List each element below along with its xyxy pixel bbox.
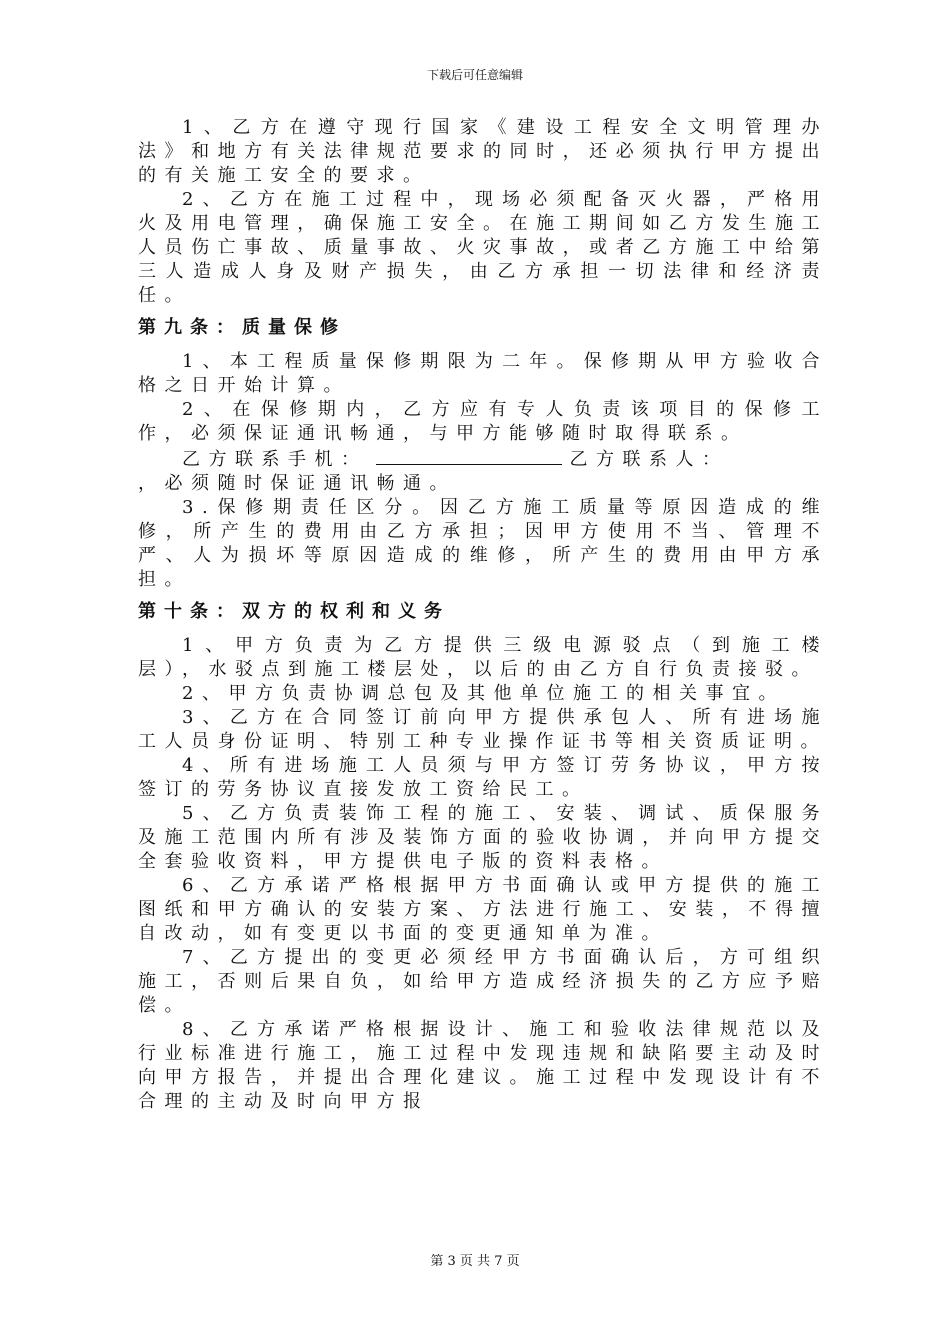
clause-9-item-1: 1、本工程质量保修期限为二年。保修期从甲方验收合格之日开始计算。 bbox=[138, 351, 828, 396]
contact-line bbox=[138, 446, 828, 472]
clause-10-item-5: 5、乙方负责装饰工程的施工、安装、调试、质保服务及施工范围内所有涉及装饰方面的验收协调，并向甲方提交全套验收资料，甲方提供电子版的资料表格。 bbox=[138, 803, 828, 872]
contact-phone-label: 乙方联系手机： bbox=[182, 449, 368, 470]
clause-8-item-1: 1、乙方在遵守现行国家《建设工程安全文明管理办法》和地方有关法律规范要求的同时，还必须执行甲方提出的有关施工安全的要求。 bbox=[138, 117, 828, 186]
clause-10-item-3: 3、乙方在合同签订前向甲方提供承包人、所有进场施工人员身份证明、特别工种专业操作证书等相关资质证明。 bbox=[138, 707, 828, 752]
clause-10-item-6: 6、乙方承诺严格根据甲方书面确认或甲方提供的施工图纸和甲方确认的安装方案、方法进行施工、安装，不得擅自改动，如有变更以书面的变更通知单为准。 bbox=[138, 875, 828, 944]
clause-9-item-2: 2、在保修期内，乙方应有专人负责该项目的保修工作，必须保证通讯畅通，与甲方能够随时取得联系。 bbox=[138, 399, 828, 444]
clause-10-item-7: 7、乙方提出的变更必须经甲方书面确认后，方可组织施工，否则后果自负，如给甲方造成经济损失的乙方应予赔偿。 bbox=[138, 947, 828, 1016]
contact-person-label: 乙方联系人： bbox=[569, 449, 729, 470]
clause-10-item-1: 1、甲方负责为乙方提供三级电源驳点（到施工楼层），水驳点到施工楼层处，以后的由乙方自行负责接驳。 bbox=[138, 635, 828, 680]
clause-10-item-2: 2、甲方负责协调总包及其他单位施工的相关事宜。 bbox=[182, 683, 785, 704]
clause-9-heading: 第九条：质量保修 bbox=[138, 317, 346, 338]
clause-8-item-2: 2、乙方在施工过程中，现场必须配备灭火器，严格用火及用电管理，确保施工安全。在施工期间如乙方发生施工人员伤亡事故、质量事故、火灾事故，或者乙方施工中给第三人造成人身及财产损失，由乙方承担一切法律和经济责任。 bbox=[138, 189, 828, 306]
document-body bbox=[138, 116, 828, 1114]
clause-10-item-8: 8、乙方承诺严格根据设计、施工和验收法律规范以及行业标准进行施工，施工过程中发现违规和缺陷要主动及时向甲方报告，并提出合理化建议。施工过程中发现设计有不合理的主动及时向甲方报 bbox=[138, 1019, 828, 1112]
page-footer: 第 3 页 共 7 页 bbox=[430, 1254, 520, 1269]
clause-9-item-3: 3.保修期责任区分。因乙方施工质量等原因造成的维修，所产生的费用由乙方承担；因甲方使用不当、管理不严、人为损坏等原因造成的维修，所产生的费用由甲方承担。 bbox=[138, 497, 828, 590]
clause-10-item-4: 4、所有进场施工人员须与甲方签订劳务协议，甲方按签订的劳务协议直接发放工资给民工。 bbox=[138, 755, 828, 800]
clause-10-heading: 第十条：双方的权利和义务 bbox=[138, 601, 450, 622]
contact-tail: ，必须随时保证通讯畅通。 bbox=[138, 473, 456, 494]
contact-phone-blank[interactable] bbox=[376, 446, 562, 465]
page-header: 下载后可任意编辑 bbox=[426, 68, 523, 82]
